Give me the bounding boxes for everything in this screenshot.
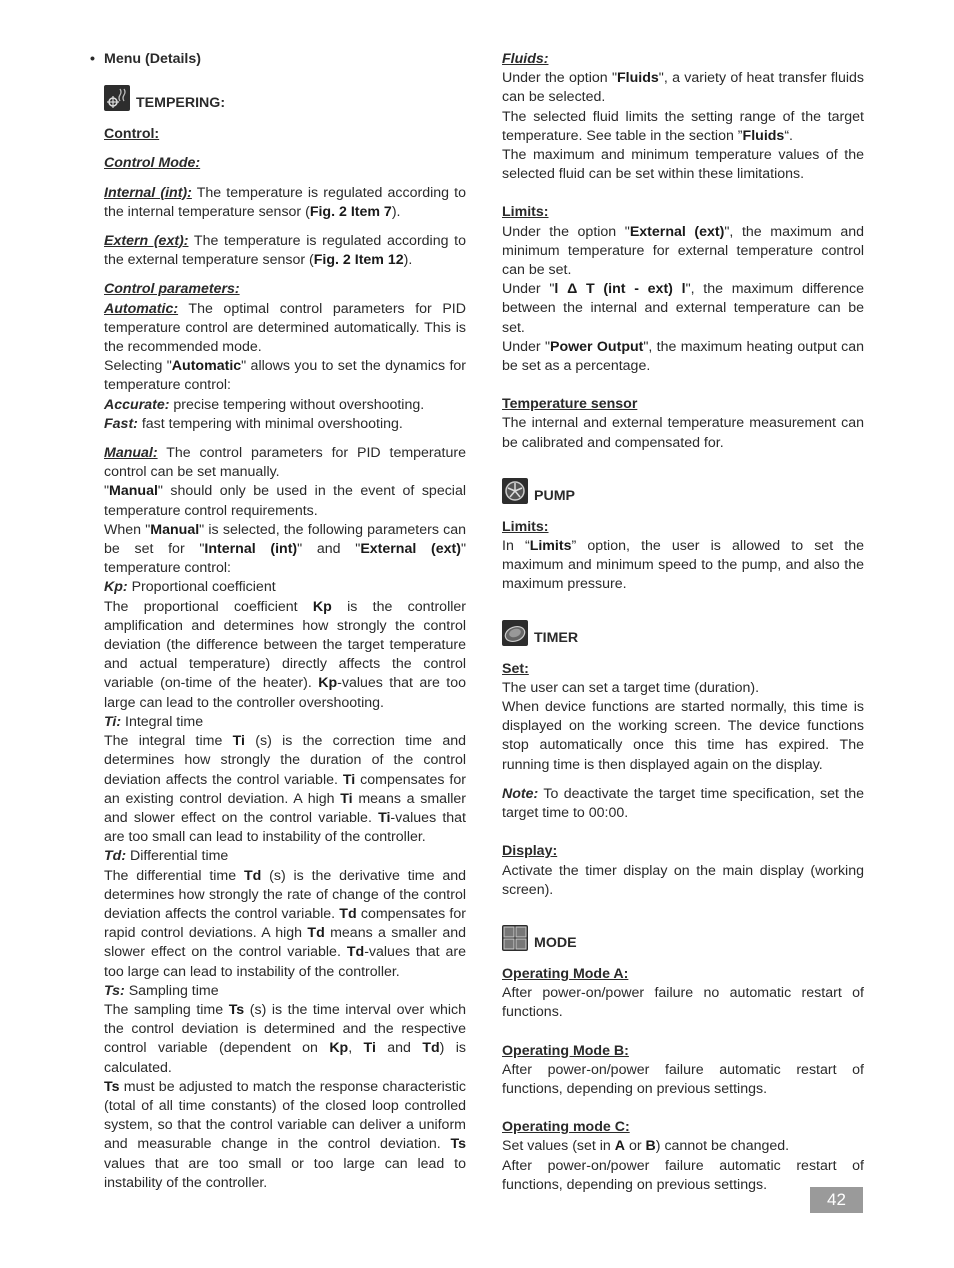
timer-set-heading: Set: xyxy=(502,660,529,677)
fluids-paragraph-2: The selected fluid limits the setting range of the target temperature. See table in the section ”Fluids“. xyxy=(502,108,864,144)
control-heading: Control: xyxy=(104,126,160,143)
fluids-heading: Fluids: xyxy=(502,51,549,67)
kp-paragraph: The proportional coefficient Kp is the controller amplification and determines how strongly the control deviation (the difference between the target temperature and actual temperature) directly affects the control variable (on-time of the heater). Kp-values that are too large can lead to the controller overshooting. xyxy=(104,598,466,711)
timer-heading xyxy=(502,620,864,646)
fluids-paragraph-3: The maximum and minimum temperature values of the selected fluid can be set within these limitations. xyxy=(502,147,864,183)
extern-paragraph: Extern (ext): The temperature is regulated according to the external temperature sensor (Fig. 2 Item 12). xyxy=(104,233,466,269)
right-column xyxy=(502,50,864,1195)
mode-a-paragraph: After power-on/power failure no automatic restart of functions. xyxy=(502,985,864,1021)
timer-set-paragraph-2: When device functions are started normally, this time is displayed on the working screen. The device functions stop automatically once this time has expired. The running time is then displayed again on the display. xyxy=(502,699,864,773)
timer-title: TIMER xyxy=(534,629,579,646)
tempering-icon xyxy=(104,85,130,111)
fluids-paragraph-1: Under the option "Fluids", a variety of heat transfer fluids can be selected. xyxy=(502,70,865,106)
mode-b-heading: Operating Mode B: xyxy=(502,1042,629,1059)
accurate-paragraph: Accurate: precise tempering without overshooting. xyxy=(104,396,425,413)
pump-limits-heading: Limits: xyxy=(502,518,549,535)
manual-params-paragraph: When "Manual" is selected, the following parameters can be set for "Internal (int)" and "External (ext)" temperature control: xyxy=(104,521,467,577)
ts-heading: Ts: Sampling time xyxy=(104,982,219,999)
selecting-paragraph: Selecting "Automatic" allows you to set the dynamics for temperature control: xyxy=(104,358,467,394)
ts-paragraph: The sampling time Ts (s) is the time interval over which the control deviation is determined and the respective control variable (dependent on Kp, Ti and Td) is calculated. xyxy=(104,1001,466,1076)
timer-display-heading: Display: xyxy=(502,843,558,860)
ts-adjust-paragraph: Ts must be adjusted to match the response characteristic (total of all time constants) of the closed loop controlled system, so that the control variable can deliver a uniform and measurable change in the control deviation. Ts values that are too small or too large can lead to instability of the controller. xyxy=(104,1078,466,1191)
kp-heading: Kp: Proportional coefficient xyxy=(104,579,276,596)
pump-heading xyxy=(502,478,864,504)
mode-c-paragraph-1: Set values (set in A or B) cannot be changed. xyxy=(502,1138,790,1155)
bullet: • xyxy=(90,51,95,67)
timer-note-paragraph: Note: To deactivate the target time specification, set the target time to 00:00. xyxy=(502,785,864,822)
limits-heading: Limits: xyxy=(502,204,549,221)
fast-paragraph: Fast: fast tempering with minimal overshooting. xyxy=(104,415,403,432)
mode-icon xyxy=(502,925,528,951)
mode-a-heading: Operating Mode A: xyxy=(502,965,629,982)
control-mode-heading: Control Mode: xyxy=(104,155,201,172)
temperature-sensor-heading: Temperature sensor xyxy=(502,396,638,413)
pump-icon xyxy=(502,478,528,504)
pump-limits-paragraph: In “Limits” option, the user is allowed to set the maximum and minimum speed to the pump, and also the maximum pressure. xyxy=(502,538,865,593)
page-number: 42 xyxy=(810,1187,863,1213)
limits-paragraph-1: Under the option "External (ext)", the maximum and minimum temperature for external temperature control can be set. xyxy=(502,223,864,279)
timer-icon xyxy=(502,620,528,646)
tempering-title: TEMPERING: xyxy=(136,95,226,112)
manual-usage-paragraph: "Manual" should only be used in the event of special temperature control requirements. xyxy=(104,483,466,519)
tempering-heading xyxy=(104,85,466,111)
ti-paragraph: The integral time Ti (s) is the correction time and determines how strongly the duration of the control deviation affects the control variable. Ti compensates for an existing control deviation. A high Ti means a smaller and slower effect on the control variable. Ti-values that are too small can lead to instability of the controller. xyxy=(104,733,466,846)
menu-details-heading: • Menu (Details) xyxy=(104,50,466,69)
mode-b-paragraph: After power-on/power failure automatic restart of functions, depending on previous settings. xyxy=(502,1061,864,1097)
left-column xyxy=(90,50,467,1193)
mode-c-paragraph-2: After power-on/power failure automatic restart of functions, depending on previous settings. xyxy=(502,1157,864,1193)
mode-heading xyxy=(502,925,864,951)
internal-paragraph: Internal (int): The temperature is regulated according to the internal temperature sensor (Fig. 2 Item 7). xyxy=(104,184,466,220)
temperature-sensor-paragraph: The internal and external temperature measurement can be calibrated and compensated for. xyxy=(502,415,864,451)
mode-title: MODE xyxy=(534,934,577,951)
timer-display-paragraph: Activate the timer display on the main display (working screen). xyxy=(502,862,864,898)
control-parameters-heading: Control parameters: xyxy=(104,281,240,298)
td-paragraph: The differential time Td (s) is the derivative time and determines how strongly the rate of change of the control deviation affects the control variable. Td compensates for rapid control deviations. A high Td means a smaller and slower effect on the control variable. Td-values that are too large can lead to instability of the controller. xyxy=(104,867,466,980)
mode-c-heading: Operating mode C: xyxy=(502,1119,630,1136)
ti-heading: Ti: Integral time xyxy=(104,713,204,730)
automatic-paragraph: Automatic: The optimal control parameters for PID temperature control are determined automatically. This is the recommended mode. xyxy=(104,300,466,356)
td-heading: Td: Differential time xyxy=(104,848,229,865)
limits-paragraph-2: Under "l Δ T (int - ext) l", the maximum difference between the internal and external temperature can be set. xyxy=(502,281,865,336)
limits-paragraph-3: Under "Power Output", the maximum heating output can be set as a percentage. xyxy=(502,338,864,375)
timer-set-paragraph-1: The user can set a target time (duration). xyxy=(502,679,760,696)
pump-title: PUMP xyxy=(534,487,575,504)
manual-paragraph: Manual: The control parameters for PID temperature control can be set manually. xyxy=(104,445,466,481)
